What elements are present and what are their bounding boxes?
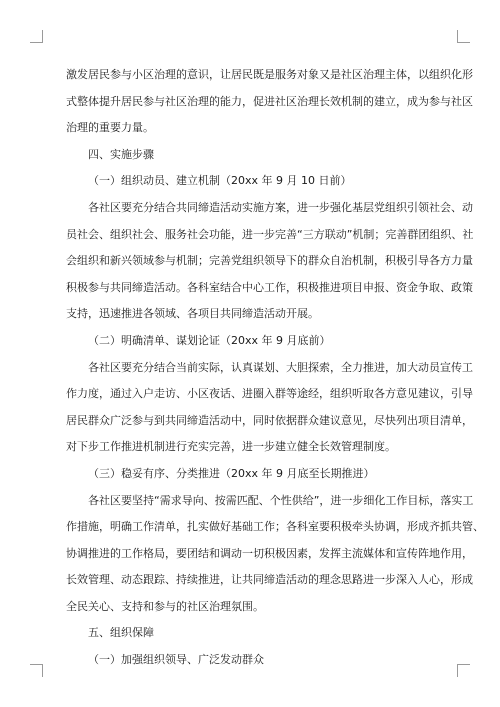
text-line: 各社区要充分结合当前实际，认真谋划、大胆探索，全力推进，加大动员宣传工 [88, 360, 473, 374]
text-line: 治理的重要力量。 [66, 121, 154, 135]
text-line: 长效管理、动态跟踪、持续推进，让共同缔造活动的理念思路进一步深入人心，形成 [66, 573, 473, 587]
document-page-body [66, 62, 484, 674]
text-line: 激发居民参与小区治理的意识，让居民既是服务对象又是社区治理主体，以组织化形 [66, 68, 473, 81]
text-line: 各社区要充分结合共同缔造活动实施方案，进一步强化基层党组织引领社会、动 [88, 200, 473, 214]
text-line: 协调推进的工作格局，要团结和调动一切积极因素，发挥主流媒体和宣传阵地作用， [66, 546, 473, 560]
text-line: （一）组织动员、建立机制（20xx 年 9 月 10 日前） [88, 174, 352, 188]
text-line: 四、实施步骤 [88, 147, 154, 161]
text-line: 全民关心、支持和参与的社区治理氛围。 [66, 599, 264, 613]
text-line: 作措施，明确工作清单，扎实做好基础工作；各科室要积极牵头协调，形成齐抓共管、 [66, 520, 484, 534]
text-line: 式整体提升居民参与社区治理的能力，促进社区治理长效机制的建立，成为参与社区 [66, 94, 473, 108]
text-line: 居民群众广泛参与到共同缔造活动中，同时依据群众建议意见，尽快列出项目清单， [66, 413, 473, 427]
text-line: （二）明确清单、谋划论证（20xx 年 9 月底前） [88, 333, 331, 347]
page-corner-mark-bottom-left [30, 664, 43, 677]
text-line: （一）加强组织领导、广泛发动群众 [88, 653, 264, 667]
text-line: 作力度，通过入户走访、小区夜话、进圈入群等途经，组织听取各方意见建议，引导 [66, 387, 473, 401]
text-line: （三）稳妥有序、分类推进（20xx 年 9 月底至长期推进） [88, 466, 375, 480]
page-corner-mark-bottom-right [457, 664, 470, 677]
page-corner-mark-top-right [457, 30, 470, 43]
text-line: 员社会、组织社会、服务社会功能，进一步完善“三方联动”机制；完善群团组织、社 [66, 227, 474, 241]
text-line: 各社区要坚持“需求导向、按需匹配、个性供给”，进一步细化工作目标，落实工 [88, 493, 474, 507]
page-corner-mark-top-left [30, 30, 43, 43]
text-line: 五、组织保障 [88, 626, 154, 640]
text-line: 对下步工作推进机制进行充实完善，进一步建立健全长效管理制度。 [66, 440, 396, 454]
text-line: 支持，迅速推进各领域、各项目共同缔造活动开展。 [66, 307, 319, 321]
text-line: 积极参与共同缔造活动。各科室结合中心工作，积极推进项目申报、资金争取、政策 [66, 280, 473, 294]
text-line: 会组织和新兴领域参与机制；完善党组织领导下的群众自治机制，积极引导各方力量 [66, 254, 473, 268]
